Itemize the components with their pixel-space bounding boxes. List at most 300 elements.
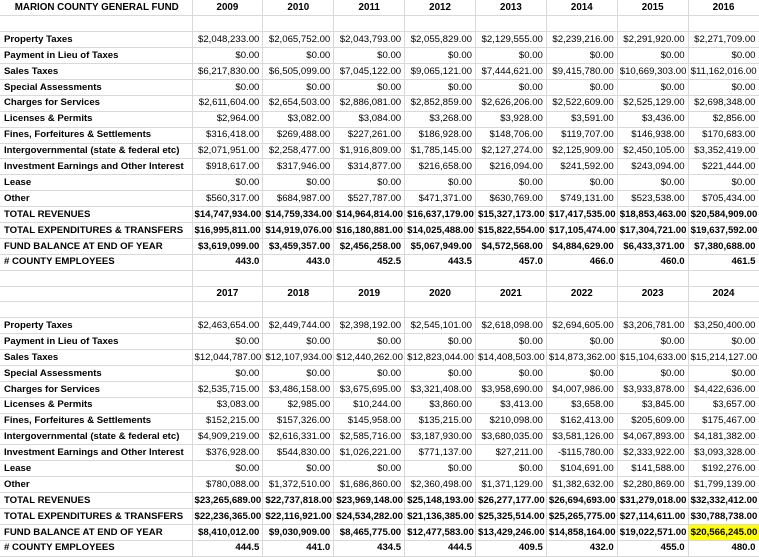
value-cell[interactable]: $317,946.00 [263, 159, 334, 175]
value-cell[interactable]: $14,025,488.00 [405, 222, 476, 238]
value-cell[interactable]: $7,444,621.00 [476, 64, 547, 80]
value-cell[interactable]: $0.00 [405, 365, 476, 381]
value-cell[interactable]: $186,928.00 [405, 127, 476, 143]
value-cell[interactable]: $12,107,934.00 [263, 350, 334, 366]
value-cell[interactable]: $27,211.00 [476, 445, 547, 461]
year-header-cell[interactable]: 2020 [405, 286, 476, 302]
value-cell[interactable]: $16,180,881.00 [334, 222, 405, 238]
value-cell[interactable]: $630,769.00 [476, 191, 547, 207]
row-label[interactable]: TOTAL REVENUES [0, 493, 192, 509]
value-cell[interactable]: 455.0 [617, 540, 688, 556]
year-header-cell[interactable]: 2010 [263, 0, 334, 16]
value-cell[interactable]: $8,465,775.00 [334, 524, 405, 540]
value-cell[interactable]: $2,333,922.00 [617, 445, 688, 461]
empty-cell[interactable] [546, 302, 617, 318]
value-cell[interactable]: $0.00 [476, 175, 547, 191]
value-cell[interactable]: $7,380,688.00 [688, 238, 759, 254]
year-header-cell[interactable]: 2023 [617, 286, 688, 302]
value-cell[interactable]: $471,371.00 [405, 191, 476, 207]
value-cell[interactable]: 480.0 [688, 540, 759, 556]
value-cell[interactable]: $2,239,216.00 [546, 32, 617, 48]
value-cell[interactable]: $3,206,781.00 [617, 318, 688, 334]
value-cell[interactable]: $8,410,012.00 [192, 524, 263, 540]
value-cell[interactable]: $0.00 [688, 365, 759, 381]
value-cell[interactable]: $119,707.00 [546, 127, 617, 143]
value-cell[interactable]: $2,616,331.00 [263, 429, 334, 445]
value-cell[interactable]: $0.00 [546, 48, 617, 64]
row-label[interactable]: Lease [0, 175, 192, 191]
year-header-cell[interactable]: 2011 [334, 0, 405, 16]
value-cell[interactable]: $2,463,654.00 [192, 318, 263, 334]
value-cell[interactable]: $9,030,909.00 [263, 524, 334, 540]
value-cell[interactable]: $2,886,081.00 [334, 95, 405, 111]
empty-cell[interactable] [263, 16, 334, 32]
value-cell[interactable]: 434.5 [334, 540, 405, 556]
value-cell[interactable]: $14,919,076.00 [263, 222, 334, 238]
value-cell[interactable]: $22,236,365.00 [192, 509, 263, 525]
row-label[interactable]: Lease [0, 461, 192, 477]
value-cell[interactable]: $3,845.00 [617, 397, 688, 413]
value-cell[interactable]: $3,352,419.00 [688, 143, 759, 159]
value-cell[interactable]: $12,477,583.00 [405, 524, 476, 540]
value-cell[interactable]: $23,969,148.00 [334, 493, 405, 509]
value-cell[interactable]: $2,852,859.00 [405, 95, 476, 111]
year-header-cell[interactable]: 2014 [546, 0, 617, 16]
value-cell[interactable]: $22,737,818.00 [263, 493, 334, 509]
value-cell[interactable]: $4,884,629.00 [546, 238, 617, 254]
value-cell[interactable]: $14,408,503.00 [476, 350, 547, 366]
value-cell[interactable]: $5,067,949.00 [405, 238, 476, 254]
empty-cell[interactable] [405, 16, 476, 32]
value-cell[interactable]: $216,658.00 [405, 159, 476, 175]
value-cell[interactable]: $314,877.00 [334, 159, 405, 175]
highlighted-value-cell[interactable]: $20,566,245.00 [688, 524, 759, 540]
value-cell[interactable]: $2,618,098.00 [476, 318, 547, 334]
value-cell[interactable]: $25,325,514.00 [476, 509, 547, 525]
value-cell[interactable]: $2,129,555.00 [476, 32, 547, 48]
value-cell[interactable]: $4,909,219.00 [192, 429, 263, 445]
row-label[interactable]: Intergovernmental (state & federal etc) [0, 429, 192, 445]
row-label[interactable]: # COUNTY EMPLOYEES [0, 254, 192, 270]
value-cell[interactable]: $3,321,408.00 [405, 381, 476, 397]
value-cell[interactable]: $145,958.00 [334, 413, 405, 429]
value-cell[interactable]: $0.00 [263, 175, 334, 191]
value-cell[interactable]: $527,787.00 [334, 191, 405, 207]
row-label[interactable]: Special Assessments [0, 365, 192, 381]
value-cell[interactable]: $0.00 [405, 334, 476, 350]
value-cell[interactable]: 460.0 [617, 254, 688, 270]
value-cell[interactable]: $1,785,145.00 [405, 143, 476, 159]
value-cell[interactable]: $14,759,334.00 [263, 207, 334, 223]
value-cell[interactable]: $3,581,126.00 [546, 429, 617, 445]
value-cell[interactable]: $705,434.00 [688, 191, 759, 207]
value-cell[interactable]: $0.00 [192, 461, 263, 477]
value-cell[interactable]: $2,535,715.00 [192, 381, 263, 397]
value-cell[interactable]: 444.5 [192, 540, 263, 556]
value-cell[interactable]: $2,071,951.00 [192, 143, 263, 159]
value-cell[interactable]: $3,413.00 [476, 397, 547, 413]
value-cell[interactable]: $241,592.00 [546, 159, 617, 175]
value-cell[interactable]: $1,799,139.00 [688, 477, 759, 493]
value-cell[interactable]: $2,450,105.00 [617, 143, 688, 159]
value-cell[interactable]: $544,830.00 [263, 445, 334, 461]
value-cell[interactable]: $0.00 [688, 334, 759, 350]
row-label[interactable]: FUND BALANCE AT END OF YEAR [0, 524, 192, 540]
value-cell[interactable]: $2,048,233.00 [192, 32, 263, 48]
value-cell[interactable]: 409.5 [476, 540, 547, 556]
value-cell[interactable]: 461.5 [688, 254, 759, 270]
value-cell[interactable]: $2,585,716.00 [334, 429, 405, 445]
value-cell[interactable]: $152,215.00 [192, 413, 263, 429]
value-cell[interactable]: $2,398,192.00 [334, 318, 405, 334]
value-cell[interactable]: $0.00 [192, 365, 263, 381]
value-cell[interactable]: 444.5 [405, 540, 476, 556]
row-label[interactable]: Sales Taxes [0, 350, 192, 366]
value-cell[interactable]: $0.00 [617, 365, 688, 381]
value-cell[interactable]: $0.00 [334, 334, 405, 350]
row-label[interactable]: Investment Earnings and Other Interest [0, 159, 192, 175]
empty-cell[interactable] [476, 270, 547, 286]
row-label[interactable]: Payment in Lieu of Taxes [0, 334, 192, 350]
empty-cell[interactable] [334, 16, 405, 32]
value-cell[interactable]: $19,637,592.00 [688, 222, 759, 238]
value-cell[interactable]: $21,136,385.00 [405, 509, 476, 525]
value-cell[interactable]: $0.00 [476, 48, 547, 64]
value-cell[interactable]: $780,088.00 [192, 477, 263, 493]
empty-cell[interactable] [688, 302, 759, 318]
value-cell[interactable]: $0.00 [192, 48, 263, 64]
value-cell[interactable]: $1,686,860.00 [334, 477, 405, 493]
row-label[interactable]: TOTAL REVENUES [0, 207, 192, 223]
year-header-cell[interactable]: 2013 [476, 0, 547, 16]
value-cell[interactable]: $1,916,809.00 [334, 143, 405, 159]
row-label[interactable]: Property Taxes [0, 318, 192, 334]
value-cell[interactable]: $17,304,721.00 [617, 222, 688, 238]
value-cell[interactable]: $2,280,869.00 [617, 477, 688, 493]
value-cell[interactable]: 443.0 [192, 254, 263, 270]
value-cell[interactable]: $31,279,018.00 [617, 493, 688, 509]
value-cell[interactable]: $0.00 [405, 48, 476, 64]
value-cell[interactable]: $0.00 [688, 175, 759, 191]
value-cell[interactable]: $216,094.00 [476, 159, 547, 175]
value-cell[interactable]: $0.00 [192, 334, 263, 350]
value-cell[interactable]: $20,584,909.00 [688, 207, 759, 223]
value-cell[interactable]: $205,609.00 [617, 413, 688, 429]
value-cell[interactable]: $2,258,477.00 [263, 143, 334, 159]
value-cell[interactable]: $25,265,775.00 [546, 509, 617, 525]
value-cell[interactable]: $221,444.00 [688, 159, 759, 175]
value-cell[interactable]: $0.00 [617, 334, 688, 350]
value-cell[interactable]: $0.00 [688, 79, 759, 95]
value-cell[interactable]: $2,449,744.00 [263, 318, 334, 334]
value-cell[interactable]: $135,215.00 [405, 413, 476, 429]
value-cell[interactable]: $376,928.00 [192, 445, 263, 461]
value-cell[interactable]: $4,572,568.00 [476, 238, 547, 254]
row-label[interactable]: Sales Taxes [0, 64, 192, 80]
row-label[interactable]: Other [0, 191, 192, 207]
value-cell[interactable]: $0.00 [263, 461, 334, 477]
value-cell[interactable]: $14,747,934.00 [192, 207, 263, 223]
year-header-cell[interactable]: 2015 [617, 0, 688, 16]
empty-cell[interactable] [0, 286, 192, 302]
value-cell[interactable]: $0.00 [476, 365, 547, 381]
value-cell[interactable]: $3,093,328.00 [688, 445, 759, 461]
value-cell[interactable]: $3,083.00 [192, 397, 263, 413]
value-cell[interactable]: $3,657.00 [688, 397, 759, 413]
empty-cell[interactable] [192, 270, 263, 286]
empty-cell[interactable] [688, 16, 759, 32]
value-cell[interactable]: $157,326.00 [263, 413, 334, 429]
value-cell[interactable]: $9,415,780.00 [546, 64, 617, 80]
value-cell[interactable]: $6,217,830.00 [192, 64, 263, 80]
value-cell[interactable]: $15,327,173.00 [476, 207, 547, 223]
row-label[interactable]: Special Assessments [0, 79, 192, 95]
value-cell[interactable]: 452.5 [334, 254, 405, 270]
value-cell[interactable]: $0.00 [405, 79, 476, 95]
row-label[interactable]: Fines, Forfeitures & Settlements [0, 413, 192, 429]
value-cell[interactable]: $0.00 [263, 48, 334, 64]
value-cell[interactable]: $32,332,412.00 [688, 493, 759, 509]
value-cell[interactable]: $2,291,920.00 [617, 32, 688, 48]
empty-cell[interactable] [688, 270, 759, 286]
value-cell[interactable]: $0.00 [192, 79, 263, 95]
value-cell[interactable]: $141,588.00 [617, 461, 688, 477]
value-cell[interactable]: -$115,780.00 [546, 445, 617, 461]
value-cell[interactable]: $2,271,709.00 [688, 32, 759, 48]
value-cell[interactable]: $10,244.00 [334, 397, 405, 413]
value-cell[interactable]: $3,084.00 [334, 111, 405, 127]
value-cell[interactable]: $4,007,986.00 [546, 381, 617, 397]
row-label[interactable]: Licenses & Permits [0, 111, 192, 127]
value-cell[interactable]: $243,094.00 [617, 159, 688, 175]
value-cell[interactable]: $0.00 [263, 334, 334, 350]
row-label[interactable]: Other [0, 477, 192, 493]
value-cell[interactable]: $316,418.00 [192, 127, 263, 143]
value-cell[interactable]: $162,413.00 [546, 413, 617, 429]
row-label[interactable]: Payment in Lieu of Taxes [0, 48, 192, 64]
value-cell[interactable]: $2,856.00 [688, 111, 759, 127]
value-cell[interactable]: $0.00 [617, 48, 688, 64]
value-cell[interactable]: $0.00 [476, 334, 547, 350]
value-cell[interactable]: $0.00 [334, 365, 405, 381]
value-cell[interactable]: $6,433,371.00 [617, 238, 688, 254]
value-cell[interactable]: $15,214,127.00 [688, 350, 759, 366]
empty-cell[interactable] [263, 270, 334, 286]
value-cell[interactable]: $269,488.00 [263, 127, 334, 143]
year-header-cell[interactable]: 2022 [546, 286, 617, 302]
empty-cell[interactable] [546, 16, 617, 32]
value-cell[interactable]: $3,860.00 [405, 397, 476, 413]
value-cell[interactable]: $11,162,016.00 [688, 64, 759, 80]
empty-cell[interactable] [476, 302, 547, 318]
value-cell[interactable]: $1,026,221.00 [334, 445, 405, 461]
value-cell[interactable]: $2,055,829.00 [405, 32, 476, 48]
empty-cell[interactable] [405, 302, 476, 318]
value-cell[interactable]: $175,467.00 [688, 413, 759, 429]
empty-cell[interactable] [192, 16, 263, 32]
row-label[interactable]: Property Taxes [0, 32, 192, 48]
value-cell[interactable]: $23,265,689.00 [192, 493, 263, 509]
value-cell[interactable]: $3,680,035.00 [476, 429, 547, 445]
value-cell[interactable]: $3,486,158.00 [263, 381, 334, 397]
value-cell[interactable]: $0.00 [476, 79, 547, 95]
value-cell[interactable]: $13,429,246.00 [476, 524, 547, 540]
empty-cell[interactable] [617, 270, 688, 286]
value-cell[interactable]: $1,372,510.00 [263, 477, 334, 493]
value-cell[interactable]: $918,617.00 [192, 159, 263, 175]
value-cell[interactable]: $0.00 [546, 175, 617, 191]
row-label[interactable]: TOTAL EXPENDITURES & TRANSFERS [0, 222, 192, 238]
value-cell[interactable]: $2,545,101.00 [405, 318, 476, 334]
year-header-cell[interactable]: 2012 [405, 0, 476, 16]
year-header-cell[interactable]: 2016 [688, 0, 759, 16]
row-label[interactable]: Intergovernmental (state & federal etc) [0, 143, 192, 159]
value-cell[interactable]: $1,382,632.00 [546, 477, 617, 493]
value-cell[interactable]: $17,417,535.00 [546, 207, 617, 223]
value-cell[interactable]: $3,658.00 [546, 397, 617, 413]
value-cell[interactable]: $0.00 [617, 175, 688, 191]
row-label[interactable]: # COUNTY EMPLOYEES [0, 540, 192, 556]
year-header-cell[interactable]: 2009 [192, 0, 263, 16]
value-cell[interactable]: $0.00 [546, 365, 617, 381]
value-cell[interactable]: $2,065,752.00 [263, 32, 334, 48]
value-cell[interactable]: $2,654,503.00 [263, 95, 334, 111]
row-label[interactable]: Investment Earnings and Other Interest [0, 445, 192, 461]
value-cell[interactable]: $17,105,474.00 [546, 222, 617, 238]
empty-cell[interactable] [0, 16, 192, 32]
value-cell[interactable]: $3,928.00 [476, 111, 547, 127]
value-cell[interactable]: $30,788,738.00 [688, 509, 759, 525]
value-cell[interactable]: $14,964,814.00 [334, 207, 405, 223]
value-cell[interactable]: $6,505,099.00 [263, 64, 334, 80]
value-cell[interactable]: $19,022,571.00 [617, 524, 688, 540]
year-header-cell[interactable]: 2019 [334, 286, 405, 302]
value-cell[interactable]: 457.0 [476, 254, 547, 270]
value-cell[interactable]: $10,669,303.00 [617, 64, 688, 80]
value-cell[interactable]: $3,187,930.00 [405, 429, 476, 445]
value-cell[interactable]: $2,525,129.00 [617, 95, 688, 111]
value-cell[interactable]: $3,250,400.00 [688, 318, 759, 334]
value-cell[interactable]: $3,933,878.00 [617, 381, 688, 397]
value-cell[interactable]: $3,619,099.00 [192, 238, 263, 254]
value-cell[interactable]: $210,098.00 [476, 413, 547, 429]
value-cell[interactable]: $3,675,695.00 [334, 381, 405, 397]
value-cell[interactable]: $24,534,282.00 [334, 509, 405, 525]
value-cell[interactable]: $25,148,193.00 [405, 493, 476, 509]
value-cell[interactable]: $14,858,164.00 [546, 524, 617, 540]
value-cell[interactable]: $523,538.00 [617, 191, 688, 207]
empty-cell[interactable] [617, 16, 688, 32]
year-header-cell[interactable]: 2021 [476, 286, 547, 302]
value-cell[interactable]: $749,131.00 [546, 191, 617, 207]
value-cell[interactable]: 466.0 [546, 254, 617, 270]
value-cell[interactable]: $7,045,122.00 [334, 64, 405, 80]
value-cell[interactable]: $3,591.00 [546, 111, 617, 127]
value-cell[interactable]: $146,938.00 [617, 127, 688, 143]
empty-cell[interactable] [334, 302, 405, 318]
value-cell[interactable]: $12,044,787.00 [192, 350, 263, 366]
row-label[interactable]: Charges for Services [0, 381, 192, 397]
value-cell[interactable]: $2,360,498.00 [405, 477, 476, 493]
row-label[interactable]: TOTAL EXPENDITURES & TRANSFERS [0, 509, 192, 525]
value-cell[interactable]: $0.00 [405, 461, 476, 477]
value-cell[interactable]: $16,637,179.00 [405, 207, 476, 223]
value-cell[interactable]: $0.00 [405, 175, 476, 191]
value-cell[interactable]: $0.00 [334, 461, 405, 477]
value-cell[interactable]: 441.0 [263, 540, 334, 556]
value-cell[interactable]: $2,456,258.00 [334, 238, 405, 254]
value-cell[interactable]: $2,522,609.00 [546, 95, 617, 111]
value-cell[interactable]: $1,371,129.00 [476, 477, 547, 493]
row-label[interactable]: Licenses & Permits [0, 397, 192, 413]
value-cell[interactable]: $26,694,693.00 [546, 493, 617, 509]
value-cell[interactable]: $15,822,554.00 [476, 222, 547, 238]
value-cell[interactable]: $771,137.00 [405, 445, 476, 461]
year-header-cell[interactable]: 2024 [688, 286, 759, 302]
value-cell[interactable]: $2,964.00 [192, 111, 263, 127]
value-cell[interactable]: $4,422,636.00 [688, 381, 759, 397]
value-cell[interactable]: $3,268.00 [405, 111, 476, 127]
value-cell[interactable]: $0.00 [476, 461, 547, 477]
empty-cell[interactable] [263, 302, 334, 318]
value-cell[interactable]: 432.0 [546, 540, 617, 556]
value-cell[interactable]: $0.00 [192, 175, 263, 191]
value-cell[interactable]: $684,987.00 [263, 191, 334, 207]
value-cell[interactable]: $2,626,206.00 [476, 95, 547, 111]
empty-cell[interactable] [334, 270, 405, 286]
value-cell[interactable]: 443.0 [263, 254, 334, 270]
sheet-title[interactable]: MARION COUNTY GENERAL FUND [0, 0, 192, 16]
empty-cell[interactable] [546, 270, 617, 286]
empty-cell[interactable] [192, 302, 263, 318]
value-cell[interactable]: $4,067,893.00 [617, 429, 688, 445]
value-cell[interactable]: $104,691.00 [546, 461, 617, 477]
value-cell[interactable]: $2,611,604.00 [192, 95, 263, 111]
value-cell[interactable]: $0.00 [688, 48, 759, 64]
value-cell[interactable]: $3,958,690.00 [476, 381, 547, 397]
value-cell[interactable]: $0.00 [334, 175, 405, 191]
value-cell[interactable]: $22,116,921.00 [263, 509, 334, 525]
value-cell[interactable]: $0.00 [334, 48, 405, 64]
row-label[interactable]: Charges for Services [0, 95, 192, 111]
value-cell[interactable]: $12,440,262.00 [334, 350, 405, 366]
value-cell[interactable]: $2,043,793.00 [334, 32, 405, 48]
value-cell[interactable]: $26,277,177.00 [476, 493, 547, 509]
empty-cell[interactable] [476, 16, 547, 32]
row-label[interactable]: Fines, Forfeitures & Settlements [0, 127, 192, 143]
value-cell[interactable]: $192,276.00 [688, 461, 759, 477]
value-cell[interactable]: $0.00 [263, 365, 334, 381]
value-cell[interactable]: $27,114,611.00 [617, 509, 688, 525]
value-cell[interactable]: $12,823,044.00 [405, 350, 476, 366]
value-cell[interactable]: $2,694,605.00 [546, 318, 617, 334]
empty-cell[interactable] [617, 302, 688, 318]
value-cell[interactable]: 443.5 [405, 254, 476, 270]
value-cell[interactable]: $2,125,909.00 [546, 143, 617, 159]
empty-cell[interactable] [0, 270, 192, 286]
value-cell[interactable]: $3,459,357.00 [263, 238, 334, 254]
value-cell[interactable]: $3,436.00 [617, 111, 688, 127]
value-cell[interactable]: $14,873,362.00 [546, 350, 617, 366]
value-cell[interactable]: $0.00 [263, 79, 334, 95]
value-cell[interactable]: $560,317.00 [192, 191, 263, 207]
empty-cell[interactable] [405, 270, 476, 286]
value-cell[interactable]: $9,065,121.00 [405, 64, 476, 80]
row-label[interactable]: FUND BALANCE AT END OF YEAR [0, 238, 192, 254]
value-cell[interactable]: $16,995,811.00 [192, 222, 263, 238]
value-cell[interactable]: $3,082.00 [263, 111, 334, 127]
value-cell[interactable]: $2,127,274.00 [476, 143, 547, 159]
